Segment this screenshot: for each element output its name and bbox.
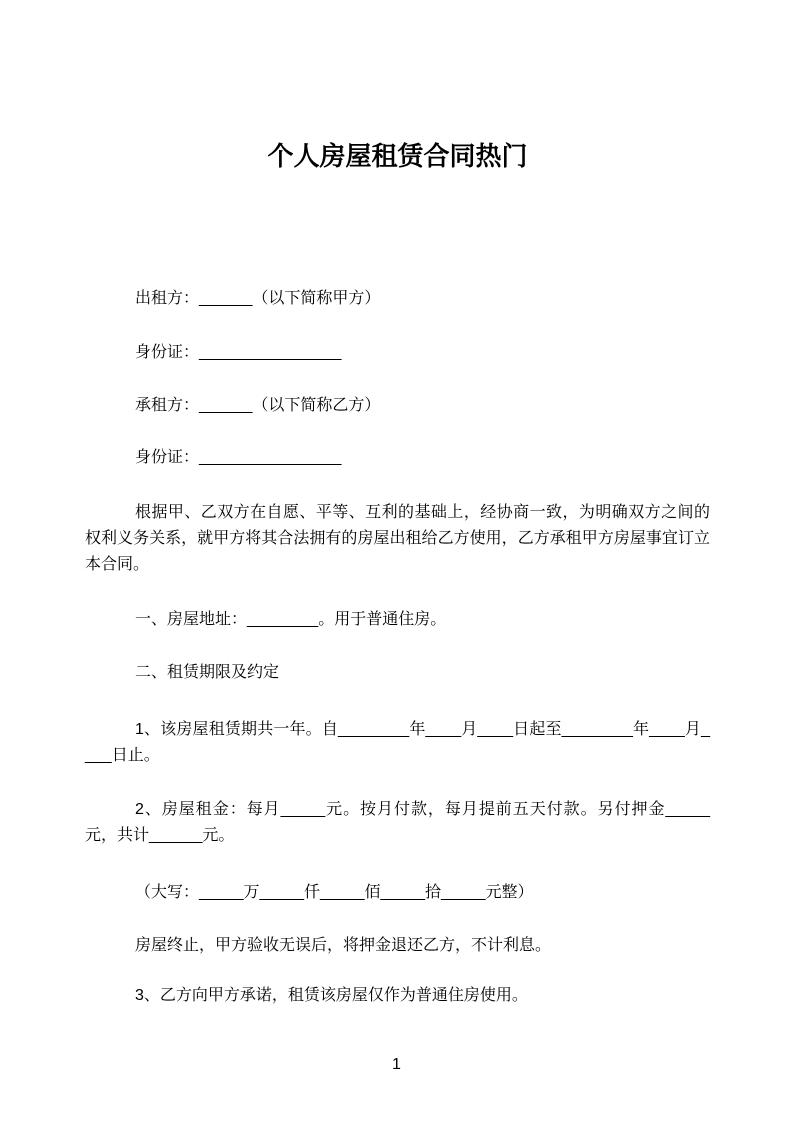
page-number: 1	[392, 1056, 401, 1073]
clause-lease-term-heading: 二、租赁期限及约定	[135, 664, 280, 681]
preamble-paragraph: 根据甲、乙双方在自愿、平等、互利的基础上，经协商一致，为明确双方之间的权利义务关系，就甲方将其合法拥有的房屋出租给乙方使用，乙方承租甲方房屋事宜订立本合同。	[85, 504, 710, 573]
clause-rent: 2、房屋租金：每月_____元。按月付款，每月提前五天付款。另付押金_____元，共计______元。	[85, 801, 710, 844]
clause-house-address: 一、房屋地址：________。用于普通住房。	[135, 611, 447, 628]
clause-lease-period: 1、该房屋租赁期共一年。自________年____月____日起至________年____月____日止。	[85, 721, 710, 764]
lessor-id-line: 身份证：________________	[135, 344, 342, 361]
deposit-return-clause: 房屋终止，甲方验收无误后，将押金退还乙方，不计利息。	[135, 937, 552, 954]
clause-usage-promise: 3、乙方向甲方承诺，租赁该房屋仅作为普通住房使用。	[135, 987, 528, 1004]
document-title: 个人房屋租赁合同热门	[267, 141, 528, 171]
lessee-id-line: 身份证：________________	[135, 449, 342, 466]
lessee-line: 承租方：______（以下简称乙方）	[135, 397, 381, 414]
lessor-line: 出租方：______（以下简称甲方）	[135, 290, 381, 307]
rent-amount-in-words: （大写：_____万_____仟_____佰_____拾_____元整）	[135, 884, 534, 901]
